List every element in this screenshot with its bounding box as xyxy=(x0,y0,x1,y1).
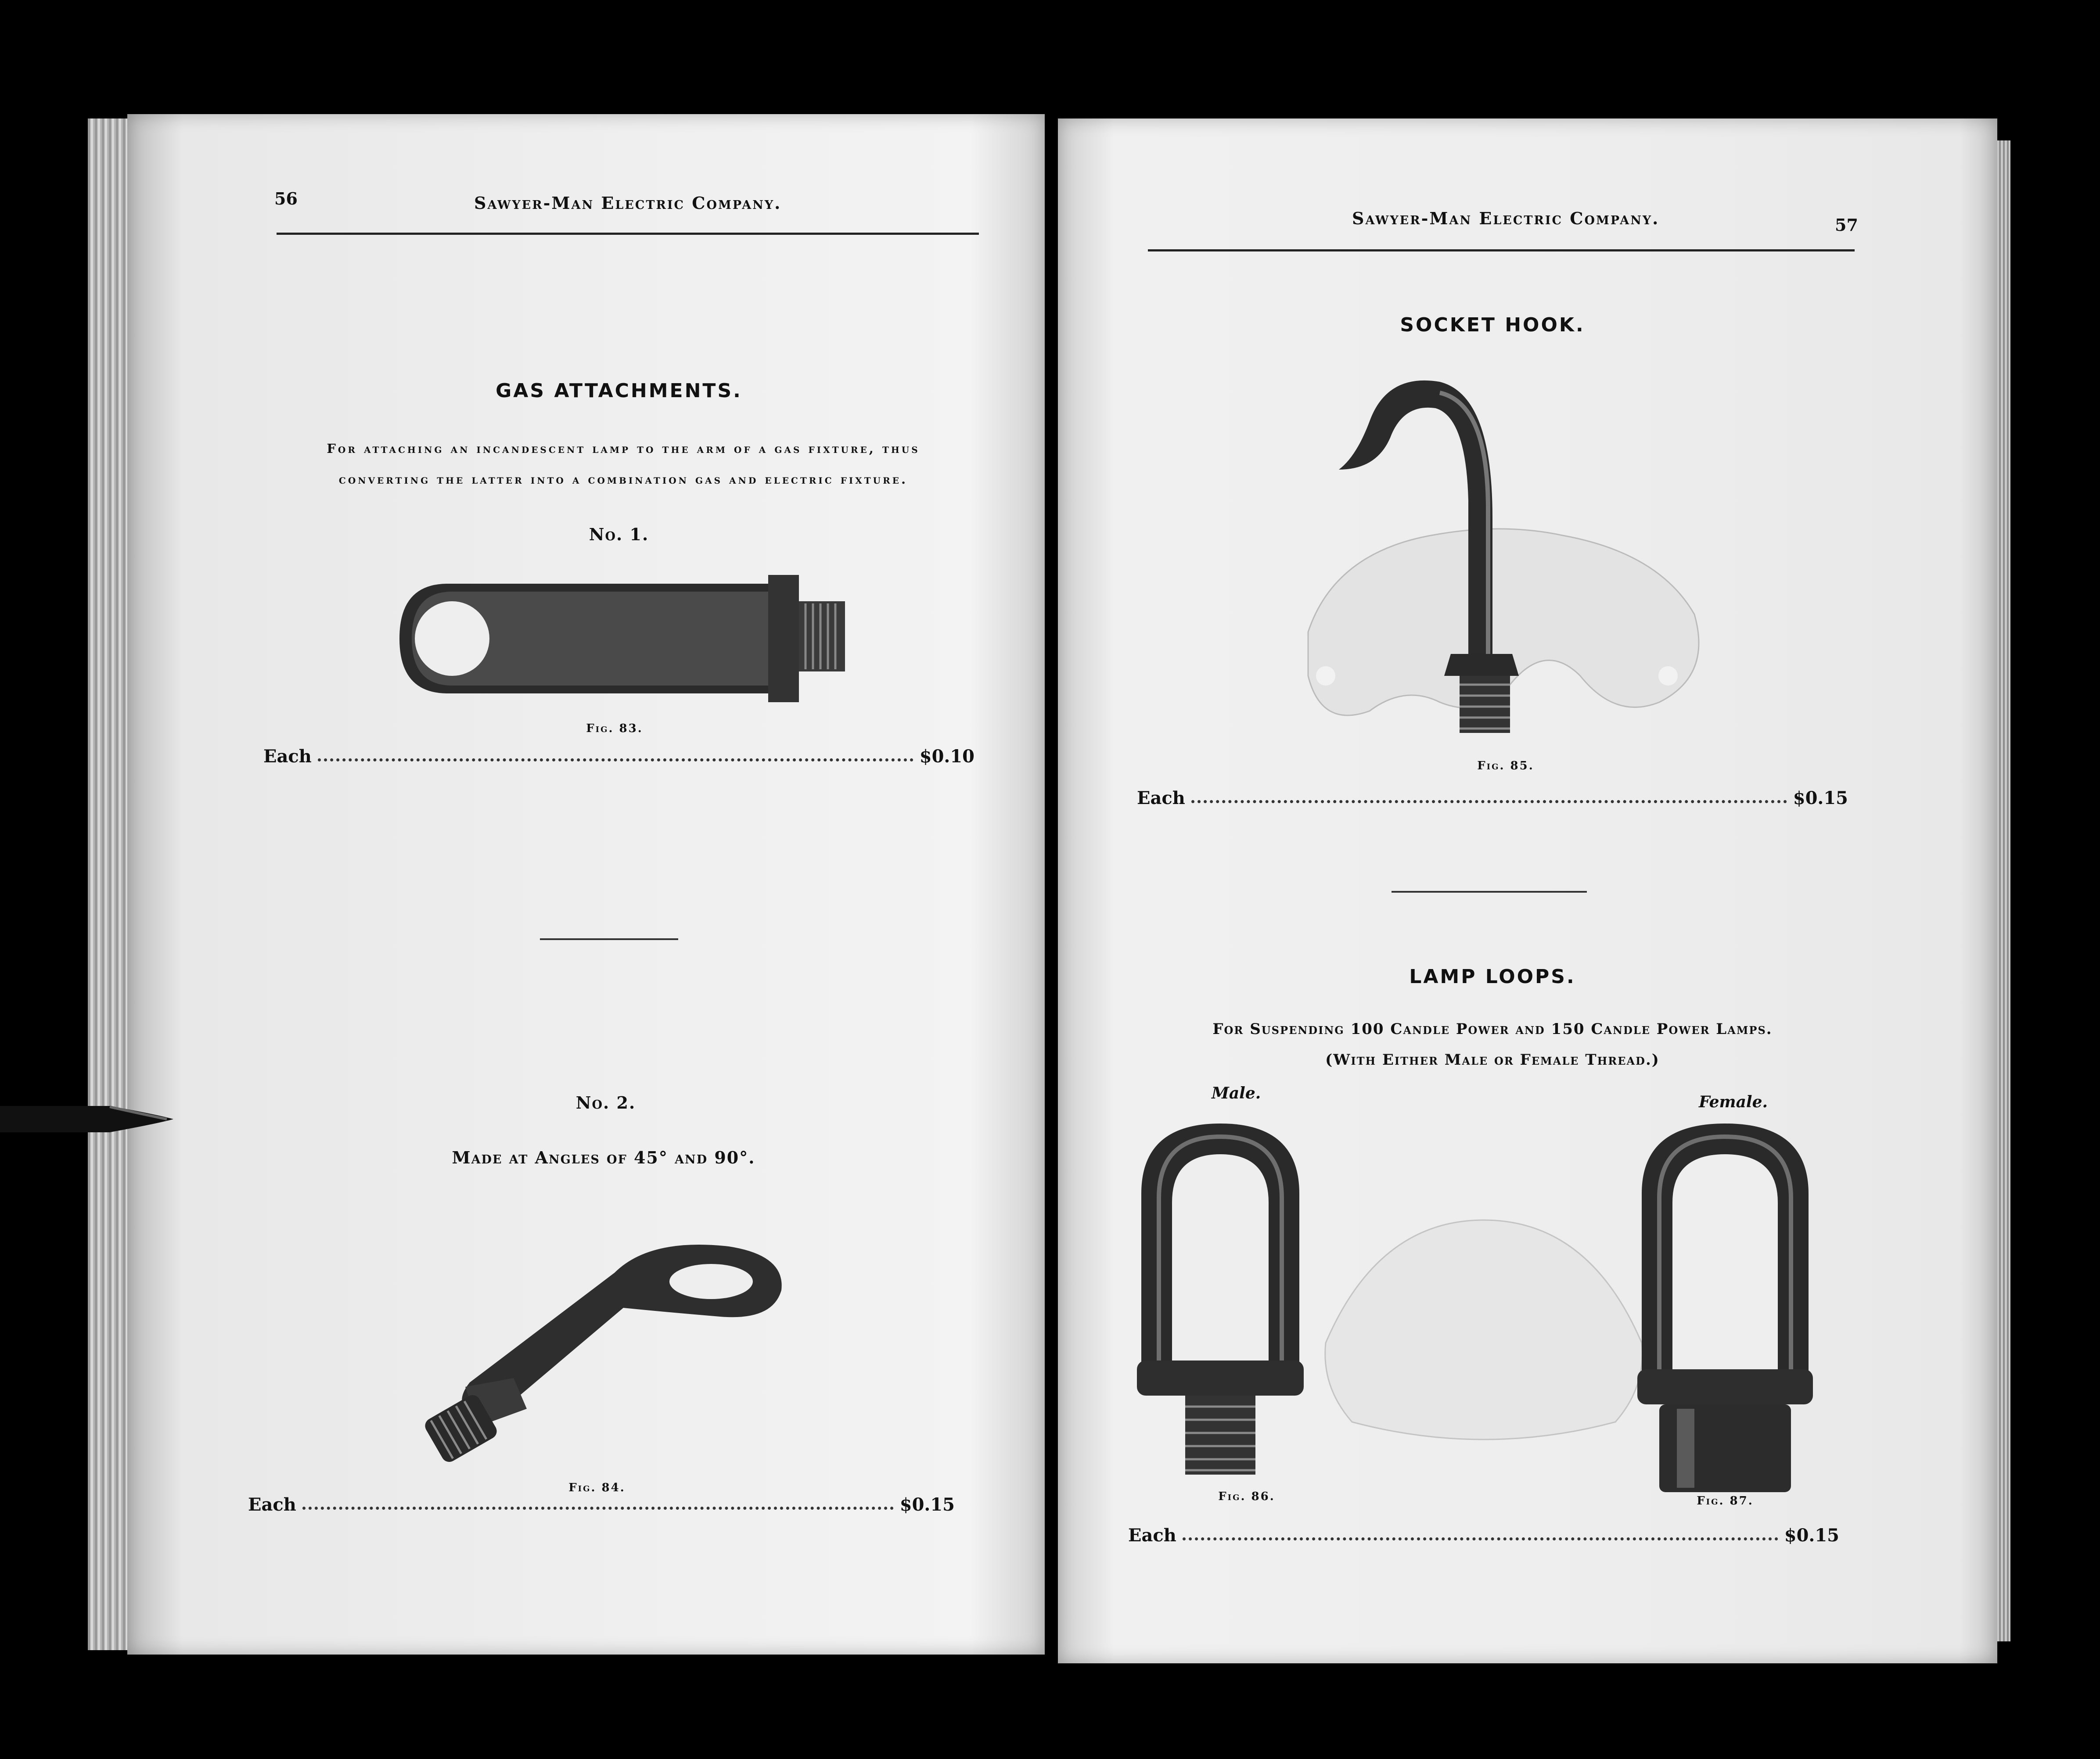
running-head-left: Sawyer-Man Electric Company. xyxy=(474,193,782,213)
price-label-no2: Each xyxy=(248,1494,296,1515)
figure-85-caption: Fig. 85. xyxy=(1477,759,1534,772)
description-line-1: For attaching an incandescent lamp to the arm of a gas fixture, thus xyxy=(327,441,920,456)
female-label: Female. xyxy=(1699,1093,1768,1111)
section-divider-right xyxy=(1392,891,1587,893)
price-label-lamp-loops: Each xyxy=(1128,1525,1176,1546)
figure-83-caption: Fig. 83. xyxy=(586,722,643,735)
price-leader-socket-hook xyxy=(1191,800,1787,803)
price-row-no2 xyxy=(248,1494,955,1515)
figure-86-caption: Fig. 86. xyxy=(1218,1490,1275,1503)
section-title-socket-hook: SOCKET HOOK. xyxy=(1400,314,1585,336)
item-2-note: Made at Angles of 45° and 90°. xyxy=(452,1148,755,1167)
page-number-left: 56 xyxy=(274,189,298,208)
gas-attachment-no1-illustration xyxy=(391,571,856,702)
socket-hook-illustration xyxy=(1273,369,1712,772)
gas-attachment-no2-illustration xyxy=(421,1220,790,1466)
price-value-socket-hook: $0.15 xyxy=(1793,788,1848,808)
price-leader-no2 xyxy=(302,1507,894,1510)
running-head-right: Sawyer-Man Electric Company. xyxy=(1352,208,1660,228)
price-label-socket-hook: Each xyxy=(1137,788,1185,808)
lamp-loops-line-2: (With Either Male or Female Thread.) xyxy=(1325,1051,1660,1069)
pencil-pointer xyxy=(0,1097,176,1141)
book-edge-left xyxy=(88,118,129,1650)
price-value-lamp-loops: $0.15 xyxy=(1784,1525,1839,1546)
lamp-loops-line-1: For Suspending 100 Candle Power and 150 Candle Power Lamps. xyxy=(1212,1020,1773,1038)
figure-84-caption: Fig. 84. xyxy=(568,1481,626,1494)
figure-87-caption: Fig. 87. xyxy=(1697,1494,1754,1508)
price-value-no2: $0.15 xyxy=(899,1494,955,1515)
section-title-lamp-loops: LAMP LOOPS. xyxy=(1409,966,1576,988)
price-leader-no1 xyxy=(318,758,913,761)
section-divider-left xyxy=(540,938,678,940)
lamp-loops-illustration xyxy=(1133,1115,1844,1492)
description-line-2: converting the latter into a combination gas and electric fixture. xyxy=(338,472,908,487)
price-value-no1: $0.10 xyxy=(919,746,974,767)
price-row-lamp-loops xyxy=(1128,1525,1839,1546)
price-leader-lamp-loops xyxy=(1183,1537,1778,1540)
item-number-2: No. 2. xyxy=(575,1093,636,1113)
header-rule-right xyxy=(1148,249,1855,251)
price-label-no1: Each xyxy=(263,746,312,767)
section-title-gas-attachments: GAS ATTACHMENTS. xyxy=(496,380,742,402)
page-number-right: 57 xyxy=(1835,215,1858,235)
item-number-1: No. 1. xyxy=(589,524,649,544)
header-rule-left xyxy=(277,233,979,235)
male-label: Male. xyxy=(1212,1084,1261,1102)
price-row-socket-hook xyxy=(1137,788,1848,808)
price-row-no1 xyxy=(263,746,974,767)
